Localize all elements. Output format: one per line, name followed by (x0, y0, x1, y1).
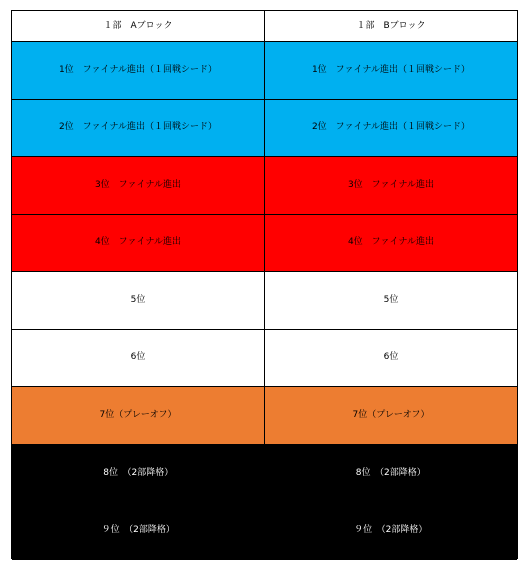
table-cell: 7位（プレーオフ） (12, 387, 265, 445)
table-cell: ９位 （2部降格） (265, 502, 518, 560)
table-cell: 3位 ファイナル進出 (12, 157, 265, 215)
ranking-table (11, 10, 518, 559)
header-cell-b-block: １部 Bブロック (265, 11, 517, 42)
table-cell: 8位 （2部降格） (12, 445, 265, 503)
table-header-row (12, 11, 517, 42)
table-row (12, 330, 517, 388)
table-cell: 3位 ファイナル進出 (265, 157, 517, 215)
table-row (12, 157, 517, 215)
table-cell: 8位 （2部降格） (265, 445, 518, 503)
table-row (12, 387, 517, 445)
table-cell: 5位 (265, 272, 517, 330)
table-cell: 7位（プレーオフ） (265, 387, 517, 445)
table-row (12, 272, 517, 330)
table-cell: 1位 ファイナル進出（１回戦シード） (12, 42, 265, 100)
table-cell: 2位 ファイナル進出（１回戦シード） (265, 100, 517, 158)
header-cell-a-block: １部 Aブロック (12, 11, 265, 42)
table-cell: 6位 (12, 330, 265, 388)
table-cell: 6位 (265, 330, 517, 388)
table-cell: ９位 （2部降格） (12, 502, 265, 560)
table-row (12, 100, 517, 158)
table-row (12, 42, 517, 100)
table-row (12, 445, 517, 503)
table-cell: 2位 ファイナル進出（１回戦シード） (12, 100, 265, 158)
table-row (12, 215, 517, 273)
table-cell: 4位 ファイナル進出 (265, 215, 517, 273)
table-cell: 5位 (12, 272, 265, 330)
table-cell: 4位 ファイナル進出 (12, 215, 265, 273)
table-row (12, 502, 517, 560)
table-cell: 1位 ファイナル進出（１回戦シード） (265, 42, 517, 100)
